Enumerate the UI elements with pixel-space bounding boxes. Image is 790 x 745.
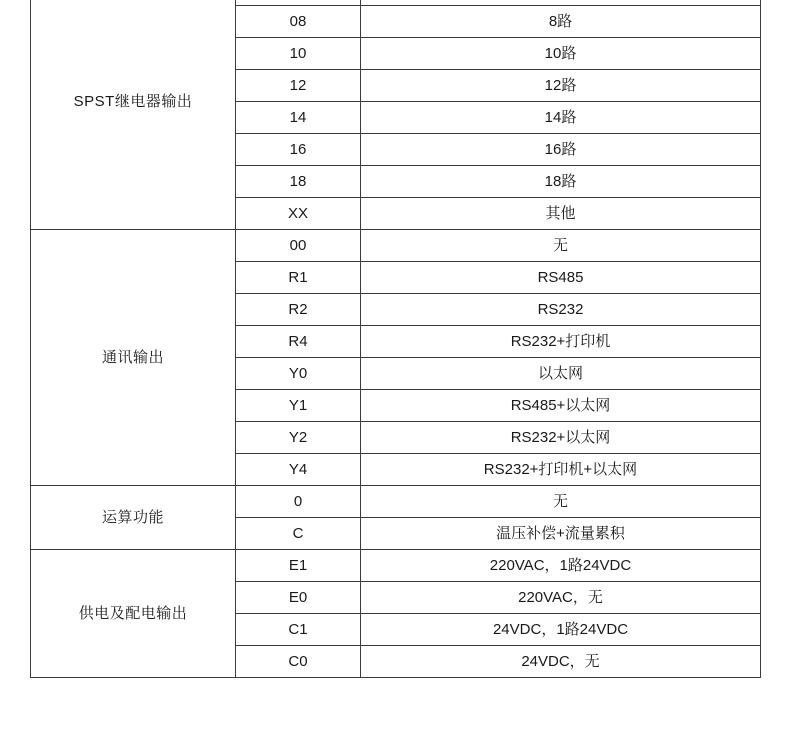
- category-cell: SPST继电器输出: [31, 0, 236, 230]
- code-cell: 0: [236, 486, 361, 518]
- code-cell: Y0: [236, 358, 361, 390]
- description-cell: 12路: [361, 70, 761, 102]
- code-cell: R2: [236, 294, 361, 326]
- code-cell: E1: [236, 550, 361, 582]
- description-cell: RS232: [361, 294, 761, 326]
- code-cell: 00: [236, 230, 361, 262]
- code-cell: 12: [236, 70, 361, 102]
- description-cell: 24VDC，无: [361, 646, 761, 678]
- table-body: [31, 0, 761, 678]
- description-cell: 其他: [361, 198, 761, 230]
- code-cell: C: [236, 518, 361, 550]
- specification-table: [30, 0, 761, 678]
- code-cell: Y2: [236, 422, 361, 454]
- description-cell: 以太网: [361, 358, 761, 390]
- code-cell: 18: [236, 166, 361, 198]
- description-cell: 无: [361, 230, 761, 262]
- description-cell: 14路: [361, 102, 761, 134]
- code-cell: R4: [236, 326, 361, 358]
- code-cell: Y1: [236, 390, 361, 422]
- code-cell: 08: [236, 6, 361, 38]
- description-cell: 16路: [361, 134, 761, 166]
- table-row: [31, 230, 761, 262]
- description-cell: 24VDC，1路24VDC: [361, 614, 761, 646]
- code-cell: Y4: [236, 454, 361, 486]
- description-cell: RS232+打印机: [361, 326, 761, 358]
- description-cell: RS485+以太网: [361, 390, 761, 422]
- code-cell: R1: [236, 262, 361, 294]
- code-cell: E0: [236, 582, 361, 614]
- code-cell: C0: [236, 646, 361, 678]
- code-cell: 14: [236, 102, 361, 134]
- category-cell: 通讯输出: [31, 230, 236, 486]
- table-row: [31, 550, 761, 582]
- description-cell: 18路: [361, 166, 761, 198]
- description-cell: RS232+打印机+以太网: [361, 454, 761, 486]
- category-cell: 运算功能: [31, 486, 236, 550]
- table-row: [31, 486, 761, 518]
- code-cell: XX: [236, 198, 361, 230]
- description-cell: 220VAC，无: [361, 582, 761, 614]
- code-cell: 16: [236, 134, 361, 166]
- description-cell: RS232+以太网: [361, 422, 761, 454]
- description-cell: 无: [361, 486, 761, 518]
- category-cell: 供电及配电输出: [31, 550, 236, 678]
- description-cell: 220VAC，1路24VDC: [361, 550, 761, 582]
- description-cell: 8路: [361, 6, 761, 38]
- code-cell: C1: [236, 614, 361, 646]
- code-cell: 10: [236, 38, 361, 70]
- description-cell: 10路: [361, 38, 761, 70]
- description-cell: 温压补偿+流量累积: [361, 518, 761, 550]
- description-cell: RS485: [361, 262, 761, 294]
